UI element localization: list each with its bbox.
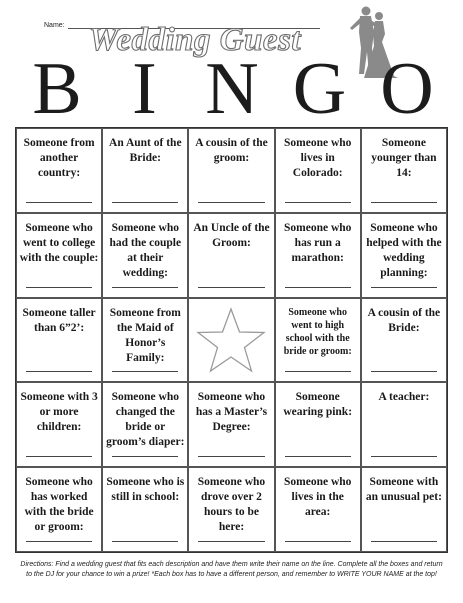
bingo-cell[interactable] xyxy=(102,467,188,552)
bingo-cell-label: Someone with 3 or more children: xyxy=(20,391,98,434)
signature-line[interactable] xyxy=(26,541,92,542)
bingo-cell[interactable] xyxy=(275,382,361,467)
bingo-cell[interactable] xyxy=(102,382,188,467)
bingo-cell[interactable] xyxy=(188,467,274,552)
bingo-cell-label: A teacher: xyxy=(378,391,430,404)
signature-line[interactable] xyxy=(112,456,178,457)
bingo-cell-label: Someone who went to college with the couple: xyxy=(19,221,99,264)
bingo-cell-label: Someone taller than 6”2’: xyxy=(22,306,96,334)
signature-line[interactable] xyxy=(26,287,92,288)
signature-line[interactable] xyxy=(285,371,351,372)
signature-line[interactable] xyxy=(285,456,351,457)
bingo-cell[interactable] xyxy=(275,213,361,298)
bingo-title xyxy=(22,48,442,130)
bingo-cell-label: A cousin of the groom: xyxy=(195,137,268,164)
subtitle: Wedding Guest xyxy=(88,22,302,58)
bingo-grid xyxy=(15,127,448,553)
directions-text: Directions: Find a wedding guest that fits each description and have them write their name on the line. Complete all the boxes and return to the DJ for your chance to win a prize! *Each box has to have a different person, and remember to WRITE YOUR NAME at the top! xyxy=(20,561,443,578)
bingo-cell[interactable] xyxy=(188,128,274,213)
signature-line[interactable] xyxy=(198,202,264,203)
bingo-cell-label: Someone who had the couple at their wedding: xyxy=(109,221,182,279)
bingo-cell-label: An Aunt of the Bride: xyxy=(109,137,182,164)
bingo-cell[interactable] xyxy=(102,298,188,383)
bingo-letter-g: G xyxy=(292,48,347,130)
signature-line[interactable] xyxy=(112,541,178,542)
bingo-cell-label: Someone who lives in the area: xyxy=(283,476,352,519)
bingo-cell[interactable] xyxy=(102,128,188,213)
bingo-cell[interactable] xyxy=(275,298,361,383)
bingo-cell-label: Someone who helped with the wedding planning: xyxy=(366,221,442,279)
bingo-cell-label: Someone who has worked with the bride or groom: xyxy=(24,476,94,534)
bingo-cell-label: Someone from another country: xyxy=(23,137,95,179)
bingo-cell[interactable] xyxy=(361,467,447,552)
signature-line[interactable] xyxy=(26,371,92,372)
signature-line[interactable] xyxy=(198,287,264,288)
bingo-free-space xyxy=(188,298,274,383)
bingo-cell-label: Someone who lives in Colorado: xyxy=(283,137,352,179)
bingo-cell-label: Someone who is still in school: xyxy=(106,476,185,504)
signature-line[interactable] xyxy=(371,456,437,457)
name-label: Name: xyxy=(44,22,65,29)
bingo-cell-label: Someone who drove over 2 hours to be here: xyxy=(197,476,266,534)
signature-line[interactable] xyxy=(112,202,178,203)
bingo-cell-label: Someone who has run a marathon: xyxy=(283,221,352,264)
bingo-cell[interactable] xyxy=(188,213,274,298)
bingo-cell-label: Someone from the Maid of Honor’s Family: xyxy=(109,306,181,364)
signature-line[interactable] xyxy=(371,287,437,288)
bingo-cell[interactable] xyxy=(361,128,447,213)
bingo-cell[interactable] xyxy=(16,467,102,552)
bingo-cell[interactable] xyxy=(16,128,102,213)
bingo-cell-label: Someone who went to high school with the bride or groom: xyxy=(283,306,352,357)
star-outline-icon xyxy=(195,305,267,375)
signature-line[interactable] xyxy=(371,202,437,203)
bingo-cell[interactable] xyxy=(102,213,188,298)
signature-line[interactable] xyxy=(112,371,178,372)
bingo-cell[interactable] xyxy=(275,467,361,552)
bingo-letter-i: I xyxy=(132,48,157,130)
bingo-cell-label: Someone who has a Master’s Degree: xyxy=(195,391,268,434)
bingo-cell-label: Someone who changed the bride or groom’s diaper: xyxy=(106,391,185,449)
signature-line[interactable] xyxy=(285,541,351,542)
signature-line[interactable] xyxy=(198,541,264,542)
bingo-letter-o: O xyxy=(380,48,434,130)
bingo-cell[interactable] xyxy=(275,128,361,213)
bingo-cell[interactable] xyxy=(16,298,102,383)
bingo-cell[interactable] xyxy=(361,213,447,298)
signature-line[interactable] xyxy=(371,541,437,542)
signature-line[interactable] xyxy=(285,287,351,288)
signature-line[interactable] xyxy=(371,371,437,372)
signature-line[interactable] xyxy=(26,202,92,203)
bingo-cell-label: A cousin of the Bride: xyxy=(367,306,441,334)
bingo-cell[interactable] xyxy=(188,382,274,467)
bingo-cell[interactable] xyxy=(361,298,447,383)
bingo-cell-label: Someone with an unusual pet: xyxy=(365,476,442,504)
bingo-letter-b: B xyxy=(32,48,82,130)
bingo-cell[interactable] xyxy=(361,382,447,467)
bingo-letter-n: N xyxy=(205,48,259,130)
signature-line[interactable] xyxy=(198,456,264,457)
signature-line[interactable] xyxy=(26,456,92,457)
bingo-cell[interactable] xyxy=(16,213,102,298)
signature-line[interactable] xyxy=(285,202,351,203)
bingo-cell[interactable] xyxy=(16,382,102,467)
signature-line[interactable] xyxy=(112,287,178,288)
bingo-cell-label: Someone wearing pink: xyxy=(283,391,353,419)
bingo-cell-label: An Uncle of the Groom: xyxy=(193,221,270,249)
bingo-cell-label: Someone younger than 14: xyxy=(371,137,437,179)
